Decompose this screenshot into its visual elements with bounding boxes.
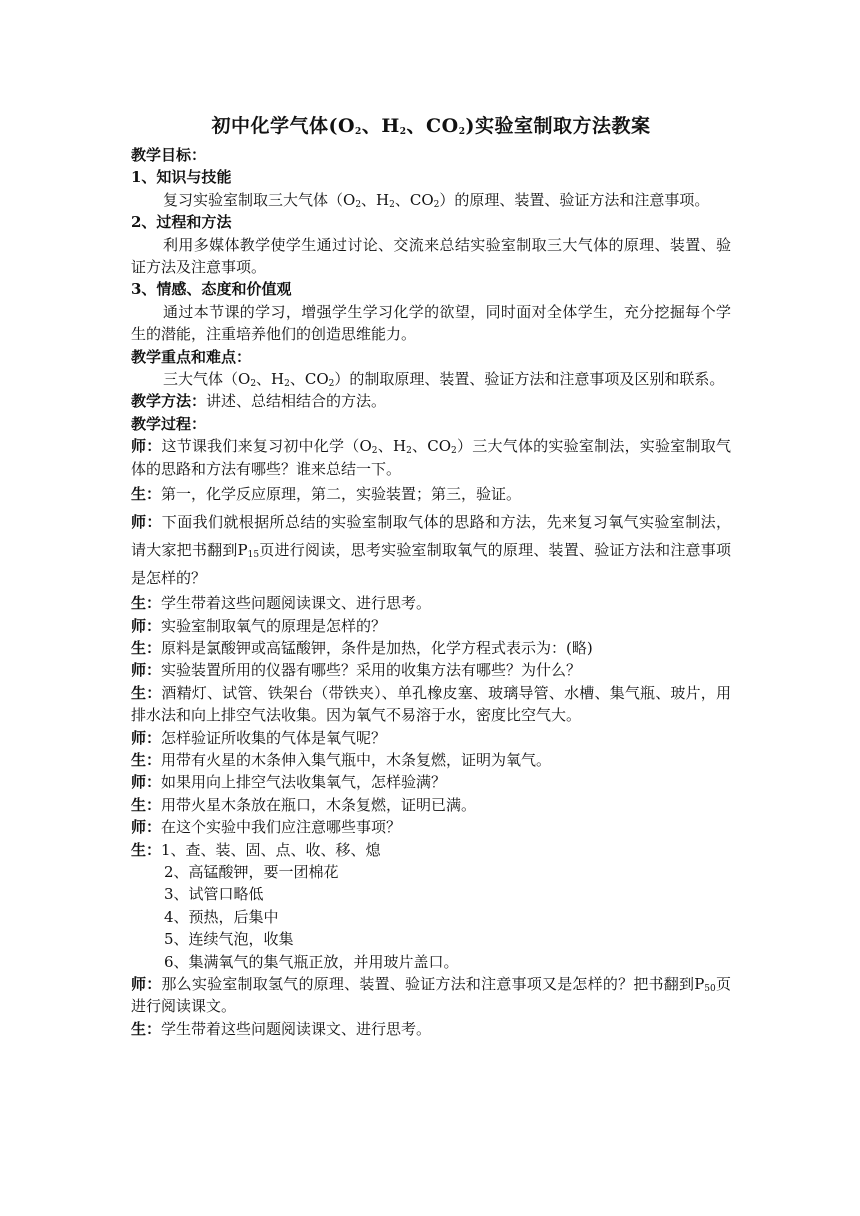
note-item: 3、试管口略低 [164,885,264,904]
title-text: 、H [361,115,400,137]
note-item: 2、高锰酸钾，要一团棉花 [164,862,339,881]
dialogue-line: 生：1、查、装、固、点、收、移、熄 [131,840,381,859]
dialogue-line: 师：下面我们就根据所总结的实验室制取气体的思路和方法，先来复习氧气实验室制法，请大家把书翻到$P_{15}$页进行阅读，思考实验室制取氧气的原理、装置、验证方法和注意事项是怎样的？ [131,513,731,588]
dialogue-line: 师：那么实验室制取氢气的原理、装置、验证方法和注意事项又是怎样的？把书翻到$P_{50}$页进行阅读课文。 [131,975,731,1016]
speaker-label: 生： [131,638,162,657]
subscript: 2 [399,127,407,137]
dialogue-line: 师：如果用向上排空气法收集氧气，怎样验满？ [131,773,447,792]
focus-heading: 教学重点和难点： [131,347,252,366]
dialogue-line: 师：这节课我们来复习初中化学（$O_2$、$H_2$、$CO_2$）三大气体的实验室制法，实验室制取气体的思路和方法有哪些？谁来总结一下。 [131,437,731,478]
speaker-label: 生： [131,485,162,504]
title-text: )实验室制取方法教案 [465,115,651,137]
note-item: 5、连续气泡，收集 [164,930,294,949]
speaker-label: 师： [131,513,162,532]
dialogue-line: 生：酒精灯、试管、铁架台（带铁夹）、单孔橡皮塞、玻璃导管、水槽、集气瓶、玻片，用排水法和向上排空气法收集。因为氧气不易溶于水，密度比空气大。 [131,683,731,725]
teaching-goals-heading: 教学目标： [131,146,207,164]
note-item: 4、预热，后集中 [164,907,279,926]
speaker-label: 生： [131,683,162,702]
dialogue-line: 生：第一，化学反应原理，第二，实验装置；第三，验证。 [131,485,522,504]
goal3-text: 通过本节课的学习，增强学生学习化学的欲望，同时面对全体学生，充分挖掘每个学生的潜能，注重培养他们的创造思维能力。 [131,302,731,344]
document-body [131,112,731,1040]
dialogue-line: 师：实验室制取氧气的原理是怎样的？ [131,616,387,635]
speaker-label: 生： [131,840,162,859]
speaker-label: 师： [131,975,162,993]
subscript: 2 [458,127,466,137]
method-line [131,390,731,412]
dialogue-line: 生：用带火星木条放在瓶口，木条复燃，证明已满。 [131,795,477,814]
title-text: 初中化学气体(O [211,115,356,137]
speaker-label: 生： [131,750,162,769]
speaker-label: 师： [131,616,162,635]
subscript: 2 [355,127,362,137]
goal1-heading: 1、知识与技能 [131,168,232,187]
dialogue-line: 生：用带有火星的木条伸入集气瓶中，木条复燃，证明为氧气。 [131,750,552,769]
speaker-label: 师： [131,773,162,792]
title-text: 、CO [406,115,459,137]
method-label: 教学方法： [131,392,207,411]
dialogue-line: 生：学生带着这些问题阅读课文、进行思考。 [131,1019,432,1038]
dialogue-line: 生：学生带着这些问题阅读课文、进行思考。 [131,594,432,613]
goal2-heading: 2、过程和方法 [131,213,232,232]
speaker-label: 师： [131,818,162,837]
process-heading: 教学过程： [131,414,207,433]
note-item: 6、集满氧气的集气瓶正放，并用玻片盖口。 [164,952,459,971]
dialogue-line: 师：怎样验证所收集的气体是氧气呢？ [131,728,387,747]
goal1-text: 复习实验室制取三大气体（$O_2$、$H_2$、$CO_2$）的原理、装置、验证方法和注意事项。 [163,190,710,210]
speaker-label: 生： [131,594,162,613]
speaker-label: 生： [131,795,162,814]
dialogue-line: 师：实验装置所用的仪器有哪些？采用的收集方法有哪些？为什么？ [131,661,582,680]
dialogue-line: 师：在这个实验中我们应注意哪些事项？ [131,818,402,837]
goal2-text: 利用多媒体教学使学生通过讨论、交流来总结实验室制取三大气体的原理、装置、验证方法及注意事项。 [131,235,731,277]
dialogue-line: 生：原料是氯酸钾或高锰酸钾，条件是加热，化学方程式表示为：(略) [131,638,593,657]
speaker-label: 师： [131,661,162,680]
document-title [131,112,731,140]
focus-text: 三大气体（$O_2$、$H_2$、$CO_2$）的制取原理、装置、验证方法和注意事项及区别和联系。 [163,370,725,390]
speaker-label: 师： [131,728,162,747]
method-text: 讲述、总结相结合的方法。 [206,392,387,411]
goal3-heading: 3、情感、态度和价值观 [131,280,292,299]
speaker-label: 师： [131,437,162,456]
speaker-label: 生： [131,1019,162,1038]
